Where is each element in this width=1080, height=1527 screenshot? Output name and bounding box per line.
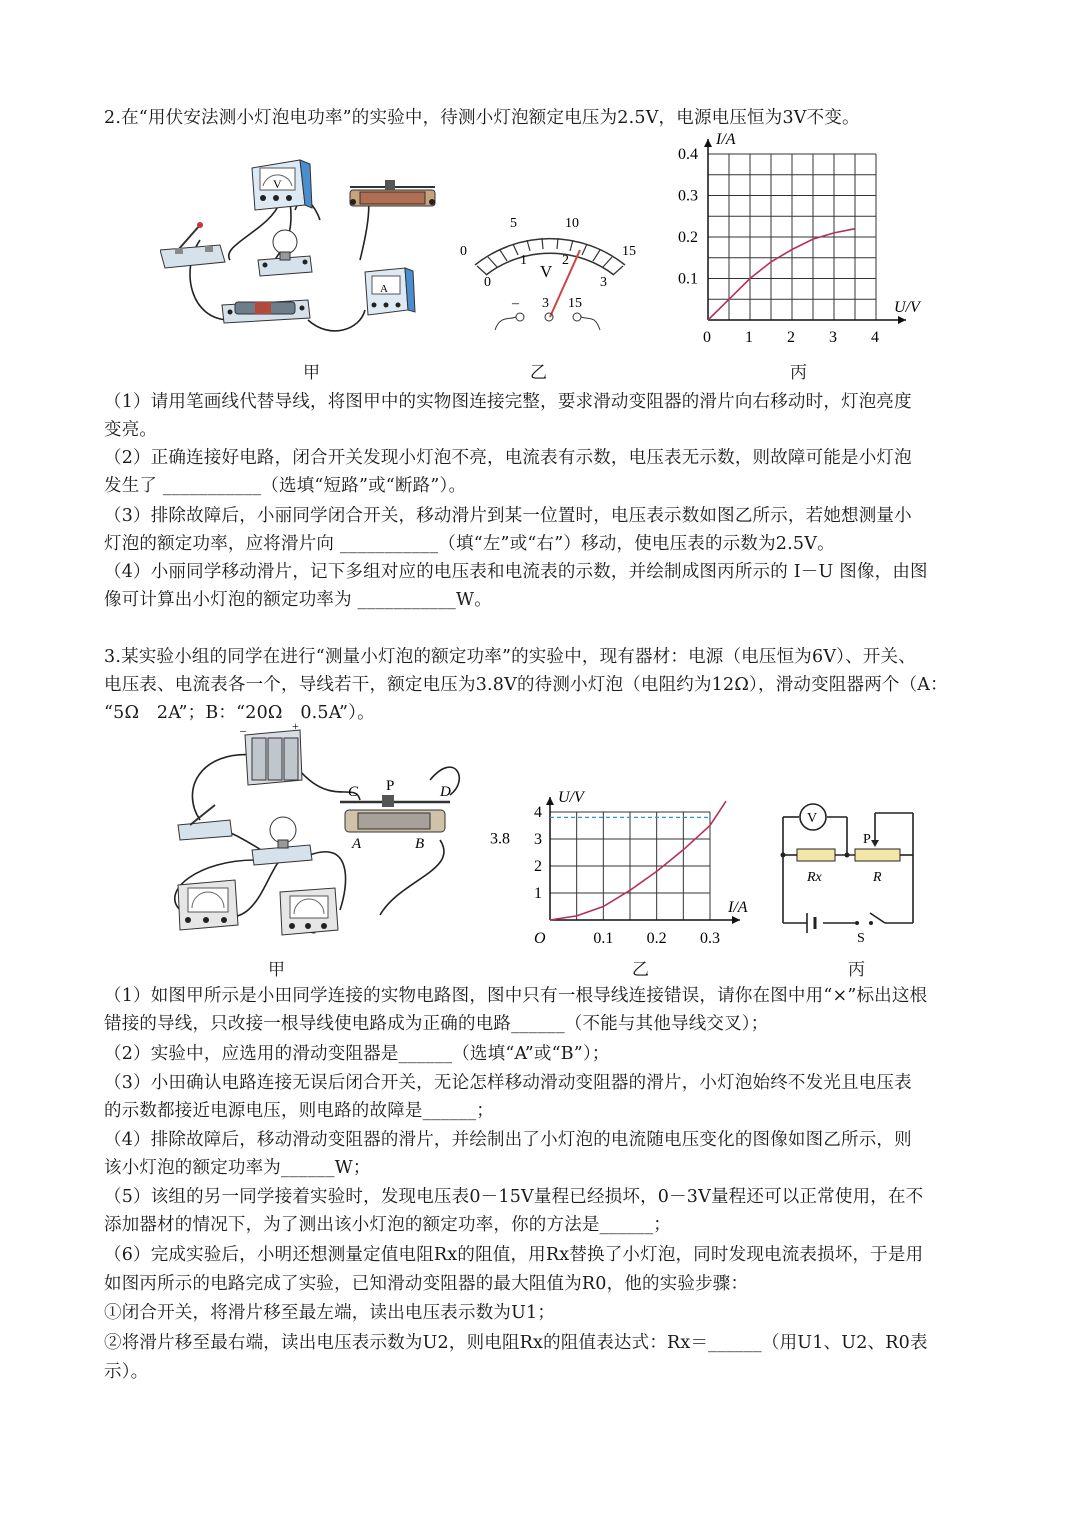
q2-caption-c: 丙	[790, 363, 807, 383]
x-tick-label: 4	[871, 329, 879, 346]
q3-line-11: 如图丙所示的电路完成了实验，已知滑动变阻器的最大阻值为R0，他的实验步骤：	[104, 1274, 749, 1294]
q3-voltmeter	[178, 880, 238, 930]
q2-line-7: （4）小丽同学移动滑片，记下多组对应的电压表和电流表的示数，并绘制成图丙所示的 I－U 图像，由图	[104, 562, 928, 582]
x-tick-label: 2	[787, 329, 795, 346]
y-axis-arrow	[546, 797, 554, 805]
q3-bulb	[252, 817, 312, 865]
rheostat-device	[350, 180, 435, 206]
battery-pack	[239, 720, 302, 785]
voltmeter-letter: V	[273, 177, 282, 191]
y-tick-label: 3	[534, 831, 542, 848]
meter-top-tick-10: 10	[565, 216, 579, 231]
meter-bottom-tick-2: 2	[562, 253, 569, 268]
meter-top-tick-15: 15	[622, 244, 636, 259]
meter-letter: V	[540, 262, 553, 281]
q3-title-2: 电压表、电流表各一个，导线若干，额定电压为3.8V的待测小灯泡（电阻约为12Ω），滑动变阻器两个（A：	[104, 675, 948, 695]
x-axis-arrow	[732, 916, 740, 924]
q3-line-7: 该小灯泡的额定功率为______W；	[104, 1158, 371, 1178]
x-tick-label: O	[534, 930, 546, 947]
rheostat-c: C	[348, 784, 359, 800]
q3-caption-b: 乙	[632, 960, 649, 980]
q3-line-12: ①闭合开关，将滑片移至最左端，读出电压表示数为U1；	[104, 1303, 556, 1323]
q2-line-5: （3）排除故障后，小丽同学闭合开关，移动滑片到某一位置时，电压表示数如图乙所示，若她想测量小	[104, 506, 912, 526]
q3-title-1: 3.某实验小组的同学在进行“测量小灯泡的额定功率”的实验中，现有器材：电源（电压恒为6V）、开关、	[104, 647, 916, 667]
q3-ui-chart	[480, 770, 770, 955]
x-axis-arrow	[898, 316, 906, 324]
y-axis-label: I/A	[716, 131, 736, 148]
rheostat-p: P	[386, 778, 395, 794]
rheostat-d: D	[440, 784, 451, 800]
meter-terminal-3: 3	[542, 296, 549, 311]
q3-rheostat	[340, 778, 451, 852]
q3-line-5: 的示数都接近电源电压，则电路的故障是______；	[104, 1101, 494, 1121]
y-axis-label: U/V	[558, 789, 584, 806]
y-tick-label: 0.3	[678, 187, 698, 205]
meter-top-tick-5: 5	[510, 216, 517, 231]
series-line	[708, 229, 855, 320]
ammeter-letter: A	[380, 283, 388, 295]
q3-title-3: “5Ω 2A”；B：“20Ω 0.5A”）。	[104, 703, 375, 723]
battery-device	[222, 300, 310, 323]
battery-minus: –	[240, 723, 246, 737]
x-tick-label: 0.3	[700, 930, 720, 947]
rheostat-a: A	[352, 836, 362, 852]
x-tick-label: 1	[745, 329, 753, 346]
q3-line-10: （6）完成实验后，小明还想测量定值电阻Rx的阻值，用Rx替换了小灯泡，同时发现电流表损坏，于是用	[104, 1245, 924, 1265]
q3-circuit-diagram	[775, 795, 925, 945]
q2-title: 2.在“用伏安法测小灯泡电功率”的实验中，待测小灯泡额定电压为2.5V，电源电压恒为3V不变。	[104, 108, 860, 128]
meter-bottom-tick-0: 0	[484, 275, 491, 290]
x-axis-label: I/A	[728, 899, 748, 916]
q3-line-2: 错接的导线，只改接一根导线使电路成为正确的电路______（不能与其他导线交叉）；	[104, 1014, 769, 1034]
y-tick-label: 0.1	[678, 270, 698, 288]
x-tick-label: 0.1	[593, 930, 614, 947]
q3-line-3: （2）实验中，应选用的滑动变阻器是______（选填“A”或“B”）；	[104, 1044, 610, 1064]
q2-line-2: 变亮。	[104, 420, 158, 440]
q3-caption-c: 丙	[848, 960, 865, 980]
q2-iu-chart	[670, 130, 930, 355]
x-tick-label: 3	[829, 329, 837, 346]
annotation-3.8: 3.8	[490, 830, 510, 848]
bulb-device	[258, 230, 312, 276]
y-tick-label: 1	[534, 885, 542, 902]
y-tick-label: 0.2	[678, 229, 698, 246]
meter-terminal-15: 15	[568, 296, 582, 311]
x-tick-label: 0.2	[646, 930, 667, 947]
q3-line-13: ②将滑片移至最右端，读出电压表示数为U2，则电阻Rx的阻值表达式：Rx＝______（用U1、U2、R0表	[104, 1333, 928, 1353]
q2-meter-figure	[450, 205, 650, 345]
circuit-p-label: P	[863, 832, 871, 847]
q3-apparatus-figure	[160, 720, 470, 950]
q2-line-6: 灯泡的额定功率，应将滑片向 ___________（填“左”或“右”）移动，使电压表的示数为2.5V。	[104, 534, 835, 554]
q3-ammeter	[280, 888, 338, 935]
q3-line-4: （3）小田确认电路连接无误后闭合开关，无论怎样移动滑动变阻器的滑片，小灯泡始终不发光且电压表	[104, 1073, 912, 1093]
q3-caption-a: 甲	[268, 960, 285, 980]
y-tick-label: 2	[534, 858, 542, 875]
rheostat-b: B	[415, 836, 425, 852]
q2-line-1: （1）请用笔画线代替导线，将图甲中的实物图连接完整，要求滑动变阻器的滑片向右移动时，灯泡亮度	[104, 392, 912, 412]
meter-terminal-minus: –	[512, 296, 519, 311]
circuit-s-label: S	[857, 931, 865, 945]
q2-caption-b: 乙	[530, 363, 547, 383]
y-axis-arrow	[704, 139, 712, 147]
q3-line-8: （5）该组的另一同学接着实验时，发现电压表0－15V量程已经损坏，0－3V量程还可以正常使用，在不	[104, 1187, 924, 1207]
circuit-r-label: R	[873, 870, 882, 885]
q3-line-9: 添加器材的情况下，为了测出该小灯泡的额定功率，你的方法是______；	[104, 1215, 671, 1235]
q3-line-6: （4）排除故障后，移动滑动变阻器的滑片，并绘制出了小灯泡的电流随电压变化的图像如图乙所示，则	[104, 1130, 912, 1150]
voltmeter-device	[252, 160, 312, 210]
battery-plus: +	[292, 720, 299, 733]
y-tick-label: 0.4	[678, 146, 698, 163]
q2-apparatus-figure	[160, 150, 440, 335]
circuit-rx-label: Rx	[807, 870, 822, 885]
x-axis-label: U/V	[894, 299, 920, 316]
q2-line-8: 像可计算出小灯泡的额定功率为 ___________W。	[104, 590, 492, 610]
switch-device	[160, 222, 225, 268]
q3-line-14: 示）。	[104, 1362, 149, 1382]
q2-line-4: 发生了 ___________（选填“短路”或“断路”）。	[104, 476, 467, 496]
ammeter-device	[365, 268, 415, 315]
meter-top-tick-0: 0	[460, 244, 467, 259]
q2-caption-a: 甲	[303, 363, 320, 383]
x-tick-label: 0	[703, 329, 711, 346]
y-tick-label: 4	[534, 804, 542, 821]
q3-line-1: （1）如图甲所示是小田同学连接的实物电路图，图中只有一根导线连接错误，请你在图中用“×”标出这根	[104, 986, 928, 1006]
q2-line-3: （2）正确连接好电路，闭合开关发现小灯泡不亮，电流表有示数，电压表无示数，则故障可能是小灯泡	[104, 448, 912, 468]
meter-bottom-tick-1: 1	[520, 253, 527, 268]
q3-switch	[178, 805, 232, 840]
circuit-v-label: V	[807, 811, 818, 826]
meter-bottom-tick-3: 3	[600, 275, 607, 290]
